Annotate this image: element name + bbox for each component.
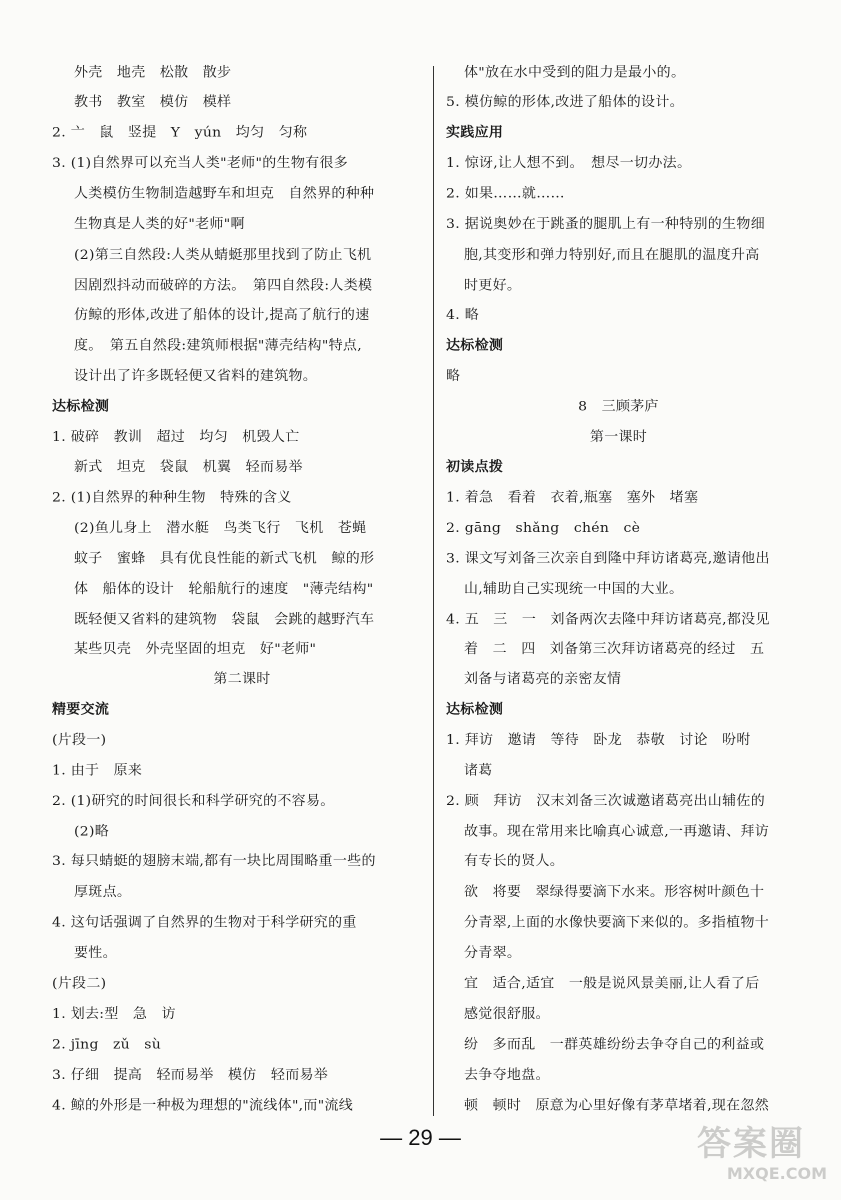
- text-line: 体"放在水中受到的阻力是最小的。: [464, 64, 686, 81]
- text-line: 宜 适合,适宜 一般是说风景美丽,让人看了后: [464, 976, 760, 992]
- section-heading: 精要交流: [52, 701, 110, 718]
- text-line: 某些贝壳 外壳坚固的坦克 好"老师": [74, 641, 317, 658]
- text-line: 生物真是人类的好"老师"啊: [74, 216, 245, 233]
- text-line: 纷 多而乱 一群英雄纷纷去争夺自己的利益或: [464, 1037, 765, 1053]
- text-line: 刘备与诸葛亮的亲密友情: [464, 671, 622, 687]
- text-line: 3. 每只蜻蜓的翅膀末端,都有一块比周围略重一些的: [52, 853, 376, 870]
- section-heading: 达标检测: [446, 701, 504, 718]
- text-line: 着 二 四 刘备第三次拜访诸葛亮的经过 五: [464, 641, 765, 658]
- text-line: 分青翠,上面的水像快要滴下来似的。多指植物十: [464, 914, 770, 931]
- left-column: [52, 0, 432, 1114]
- text-line: 欲 将要 翠绿得要滴下水来。形容树叶颜色十: [464, 884, 765, 900]
- text-line: 3. 仔细 提高 轻而易举 模仿 轻而易举: [52, 1067, 329, 1083]
- text-line: 仿鲸的形体,改进了船体的设计,提高了航行的速: [74, 307, 370, 323]
- section-heading: 初读点拨: [446, 459, 504, 475]
- text-line: 去争夺地盘。: [464, 1067, 550, 1083]
- text-line: (片段一): [52, 732, 107, 748]
- text-line: 1. 着急 看着 衣着,瓶塞 塞外 堵塞: [446, 489, 699, 506]
- text-line: 诸葛: [464, 763, 493, 779]
- text-line: 蚊子 蜜蜂 具有优良性能的新式飞机 鲸的形: [74, 551, 375, 567]
- text-line: 胞,其变形和弹力特别好,而且在腿肌的温度升高: [464, 247, 760, 263]
- text-line: 既轻便又省料的建筑物 袋鼠 会跳的越野汽车: [74, 612, 375, 628]
- text-line: 4. 略: [446, 307, 480, 323]
- text-line: 1. 划去:型 急 访: [52, 1006, 176, 1022]
- text-line: 时更好。: [464, 277, 522, 294]
- text-line: 1. 拜访 邀请 等待 卧龙 恭敬 讨论 吩咐: [446, 732, 751, 748]
- text-line: 顿 顿时 原意为心里好像有茅草堵着,现在忽然: [464, 1098, 770, 1114]
- text-line: 2. (1)自然界的种种生物 特殊的含义: [52, 489, 292, 506]
- text-line: 1. 由于 原来: [52, 763, 143, 779]
- text-line: 度。 第五自然段:建筑师根据"薄壳结构"特点,: [74, 338, 362, 354]
- text-line: 感觉很舒服。: [464, 1006, 550, 1022]
- text-line: 故事。现在常用来比喻真心诚意,一再邀请、拜访: [464, 824, 770, 840]
- lesson-title: 第二课时: [213, 671, 271, 687]
- text-line: (片段二): [52, 976, 107, 992]
- text-line: 2. jīng zǔ sù: [52, 1037, 162, 1053]
- text-line: 分青翠。: [464, 945, 522, 961]
- text-line: 要性。: [74, 945, 117, 961]
- text-line: 略: [446, 368, 461, 384]
- text-line: 1. 破碎 教训 超过 均匀 机毁人亡: [52, 429, 300, 446]
- text-line: 体 船体的设计 轮船航行的速度 "薄壳结构": [74, 581, 374, 597]
- text-line: 2. (1)研究的时间很长和科学研究的不容易。: [52, 793, 335, 809]
- text-line: 厚斑点。: [74, 884, 132, 900]
- text-line: 4. 鲸的外形是一种极为理想的"流线体",而"流线: [52, 1098, 354, 1114]
- text-line: (2)鱼儿身上 潜水艇 鸟类飞行 飞机 苍蝇: [74, 520, 367, 536]
- text-line: 教书 教室 模仿 模样: [74, 94, 232, 110]
- text-line: 4. 这句话强调了自然界的生物对于科学研究的重: [52, 914, 357, 931]
- text-line: 设计出了许多既轻便又省料的建筑物。: [74, 368, 318, 384]
- text-line: 3. (1)自然界可以充当人类"老师"的生物有很多: [52, 155, 349, 171]
- page-number: — 29 —: [380, 1125, 461, 1150]
- text-line: 有专长的贤人。: [464, 853, 565, 870]
- lesson-title: 第一课时: [589, 429, 648, 446]
- text-line: 3. 课文写刘备三次亲自到隆中拜访诸葛亮,邀请他出: [446, 551, 770, 567]
- text-line: 3. 据说奥妙在于跳蚤的腿肌上有一种特别的生物细: [446, 216, 766, 233]
- text-line: (2)第三自然段:人类从蜻蜓那里找到了防止飞机: [74, 247, 372, 263]
- section-heading: 达标检测: [446, 338, 504, 354]
- text-line: 新式 坦克 袋鼠 机翼 轻而易举: [74, 459, 303, 475]
- watermark-mark: 答案圈: [697, 1124, 805, 1164]
- text-line: 4. 五 三 一 刘备两次去隆中拜访诸葛亮,都没见: [446, 612, 770, 628]
- lesson-title: 8 三顾茅庐: [578, 399, 659, 415]
- section-heading: 达标检测: [52, 399, 110, 415]
- text-line: 人类模仿生物制造越野车和坦克 自然界的种种: [74, 186, 375, 202]
- section-heading: 实践应用: [446, 125, 504, 141]
- text-line: 2. 顾 拜访 汉末刘备三次诚邀诸葛亮出山辅佐的: [446, 793, 766, 809]
- watermark-logo: [697, 1124, 827, 1190]
- text-line: 2. 如果……就……: [446, 186, 565, 202]
- text-line: 外壳 地壳 松散 散步: [74, 64, 232, 81]
- column-divider: [433, 66, 434, 1116]
- right-column: [446, 0, 791, 1114]
- text-line: 2. gāng shǎng chén cè: [446, 520, 641, 536]
- watermark-url: MXQE.COM: [726, 1164, 827, 1183]
- text-line: 5. 模仿鲸的形体,改进了船体的设计。: [446, 94, 684, 110]
- text-line: 2. 亠 鼠 竖提 Y yún 均匀 匀称: [52, 125, 308, 141]
- text-line: 1. 惊讶,让人想不到。 想尽一切办法。: [446, 155, 692, 171]
- text-line: 因剧烈抖动而破碎的方法。 第四自然段:人类模: [74, 277, 373, 294]
- text-line: (2)略: [74, 824, 110, 840]
- text-line: 山,辅助自己实现统一中国的大业。: [464, 581, 684, 597]
